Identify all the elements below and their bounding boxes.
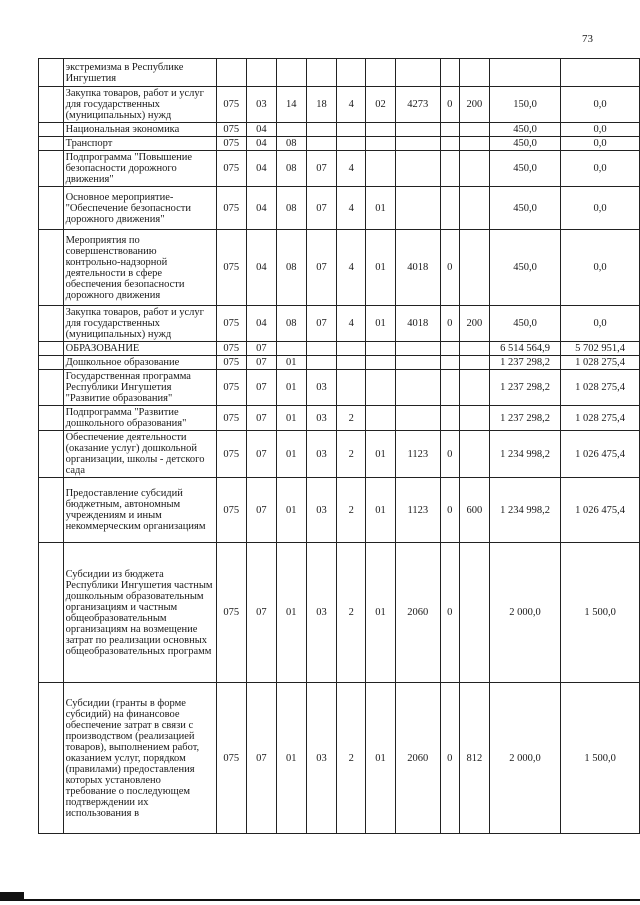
row-name-cell: Основное мероприятие- "Обеспечение безопасности дорожного движения" — [63, 187, 216, 230]
row-program-code-cell: 03 — [306, 478, 337, 543]
row-amount-1-cell: 1 234 998,2 — [489, 431, 560, 478]
row-subsection-code-cell: 08 — [276, 230, 306, 306]
row-name-cell: экстремизма в Республике Ингушетия — [63, 59, 216, 87]
row-section-code-cell: 04 — [246, 137, 276, 151]
row-direction-digit-cell: 0 — [440, 478, 459, 543]
row-amount-1-cell: 450,0 — [489, 306, 560, 342]
row-amount-1-cell: 1 234 998,2 — [489, 478, 560, 543]
row-amount-1-cell: 1 237 298,2 — [489, 356, 560, 370]
row-amount-2-cell: 1 500,0 — [561, 543, 640, 683]
row-direction-digit-cell — [440, 342, 459, 356]
row-amount-2-cell: 0,0 — [561, 187, 640, 230]
row-event-code-cell — [366, 59, 396, 87]
row-direction-digit-cell: 0 — [440, 683, 459, 834]
row-section-code-cell: 04 — [246, 123, 276, 137]
row-event-code-cell — [366, 137, 396, 151]
row-subsection-code-cell: 01 — [276, 478, 306, 543]
row-subprogram-code-cell: 4 — [337, 187, 366, 230]
row-subprogram-code-cell: 2 — [337, 406, 366, 431]
budget-table — [38, 58, 640, 834]
row-direction-code-cell — [395, 137, 440, 151]
row-event-code-cell — [366, 356, 396, 370]
row-name-cell: Подпрограмма "Развитие дошкольного образования" — [63, 406, 216, 431]
row-expense-type-cell — [459, 370, 489, 406]
row-section-code-cell: 07 — [246, 356, 276, 370]
row-event-code-cell — [366, 406, 396, 431]
row-program-code-cell: 03 — [306, 370, 337, 406]
row-subsection-code-cell: 01 — [276, 683, 306, 834]
row-direction-digit-cell: 0 — [440, 87, 459, 123]
row-name-cell: ОБРАЗОВАНИЕ — [63, 342, 216, 356]
row-number-cell — [39, 230, 64, 306]
row-direction-digit-cell — [440, 187, 459, 230]
row-expense-type-cell — [459, 406, 489, 431]
row-expense-type-cell — [459, 187, 489, 230]
row-direction-code-cell: 1123 — [395, 431, 440, 478]
row-amount-1-cell: 450,0 — [489, 137, 560, 151]
table-row — [39, 230, 640, 306]
row-ved-code-cell: 075 — [216, 151, 246, 187]
row-program-code-cell: 03 — [306, 683, 337, 834]
row-direction-digit-cell — [440, 151, 459, 187]
table-row — [39, 406, 640, 431]
row-direction-code-cell: 1123 — [395, 478, 440, 543]
row-expense-type-cell — [459, 230, 489, 306]
row-amount-2-cell: 0,0 — [561, 151, 640, 187]
table-row — [39, 370, 640, 406]
row-ved-code-cell: 075 — [216, 187, 246, 230]
row-program-code-cell: 03 — [306, 543, 337, 683]
row-direction-digit-cell — [440, 406, 459, 431]
table-row — [39, 123, 640, 137]
row-ved-code-cell: 075 — [216, 478, 246, 543]
row-program-code-cell — [306, 137, 337, 151]
row-name-cell: Государственная программа Республики Ингушетия "Развитие образования" — [63, 370, 216, 406]
row-amount-2-cell: 1 028 275,4 — [561, 406, 640, 431]
row-amount-1-cell: 150,0 — [489, 87, 560, 123]
row-section-code-cell: 07 — [246, 370, 276, 406]
row-direction-digit-cell: 0 — [440, 306, 459, 342]
row-program-code-cell: 18 — [306, 87, 337, 123]
row-direction-code-cell: 4273 — [395, 87, 440, 123]
row-ved-code-cell: 075 — [216, 137, 246, 151]
row-section-code-cell: 04 — [246, 230, 276, 306]
row-amount-2-cell: 1 026 475,4 — [561, 431, 640, 478]
row-amount-1-cell: 450,0 — [489, 151, 560, 187]
table-row — [39, 683, 640, 834]
row-direction-digit-cell: 0 — [440, 230, 459, 306]
row-direction-code-cell: 2060 — [395, 543, 440, 683]
row-ved-code-cell: 075 — [216, 543, 246, 683]
row-number-cell — [39, 683, 64, 834]
row-direction-code-cell: 4018 — [395, 230, 440, 306]
row-event-code-cell: 01 — [366, 478, 396, 543]
table-row — [39, 356, 640, 370]
row-amount-1-cell: 2 000,0 — [489, 683, 560, 834]
row-amount-1-cell: 450,0 — [489, 123, 560, 137]
row-direction-digit-cell: 0 — [440, 431, 459, 478]
row-expense-type-cell — [459, 123, 489, 137]
row-expense-type-cell — [459, 356, 489, 370]
row-number-cell — [39, 431, 64, 478]
row-ved-code-cell: 075 — [216, 370, 246, 406]
row-event-code-cell: 01 — [366, 230, 396, 306]
row-subsection-code-cell — [276, 342, 306, 356]
row-ved-code-cell: 075 — [216, 356, 246, 370]
row-direction-digit-cell — [440, 123, 459, 137]
row-subsection-code-cell: 08 — [276, 151, 306, 187]
row-subprogram-code-cell — [337, 59, 366, 87]
row-subsection-code-cell: 14 — [276, 87, 306, 123]
row-section-code-cell: 07 — [246, 342, 276, 356]
row-amount-2-cell: 1 028 275,4 — [561, 356, 640, 370]
row-program-code-cell: 07 — [306, 151, 337, 187]
row-direction-digit-cell — [440, 370, 459, 406]
row-amount-2-cell: 1 026 475,4 — [561, 478, 640, 543]
row-event-code-cell: 01 — [366, 431, 396, 478]
row-ved-code-cell: 075 — [216, 431, 246, 478]
row-amount-1-cell: 6 514 564,9 — [489, 342, 560, 356]
row-program-code-cell: 07 — [306, 230, 337, 306]
row-name-cell: Подпрограмма "Повышение безопасности дорожного движения" — [63, 151, 216, 187]
row-amount-2-cell: 5 702 951,4 — [561, 342, 640, 356]
row-subprogram-code-cell — [337, 356, 366, 370]
row-amount-2-cell: 1 500,0 — [561, 683, 640, 834]
row-expense-type-cell: 600 — [459, 478, 489, 543]
table-row — [39, 543, 640, 683]
row-number-cell — [39, 370, 64, 406]
row-amount-2-cell: 1 028 275,4 — [561, 370, 640, 406]
row-amount-2-cell: 0,0 — [561, 137, 640, 151]
row-subsection-code-cell: 01 — [276, 406, 306, 431]
row-direction-code-cell — [395, 406, 440, 431]
row-subprogram-code-cell: 4 — [337, 230, 366, 306]
row-subprogram-code-cell: 2 — [337, 543, 366, 683]
row-program-code-cell: 07 — [306, 306, 337, 342]
row-section-code-cell: 04 — [246, 187, 276, 230]
row-subsection-code-cell: 08 — [276, 306, 306, 342]
table-row — [39, 478, 640, 543]
row-number-cell — [39, 123, 64, 137]
row-name-cell: Дошкольное образование — [63, 356, 216, 370]
table-row — [39, 431, 640, 478]
row-direction-code-cell — [395, 59, 440, 87]
row-event-code-cell: 01 — [366, 187, 396, 230]
row-amount-2-cell: 0,0 — [561, 87, 640, 123]
page-bottom-edge — [0, 899, 640, 901]
row-event-code-cell — [366, 342, 396, 356]
row-subprogram-code-cell: 2 — [337, 478, 366, 543]
row-subsection-code-cell: 08 — [276, 187, 306, 230]
row-ved-code-cell — [216, 59, 246, 87]
row-number-cell — [39, 478, 64, 543]
row-program-code-cell: 07 — [306, 187, 337, 230]
row-direction-code-cell: 4018 — [395, 306, 440, 342]
row-number-cell — [39, 342, 64, 356]
row-section-code-cell: 07 — [246, 431, 276, 478]
row-event-code-cell: 01 — [366, 683, 396, 834]
row-subprogram-code-cell — [337, 370, 366, 406]
row-subprogram-code-cell: 2 — [337, 431, 366, 478]
row-expense-type-cell — [459, 342, 489, 356]
row-number-cell — [39, 543, 64, 683]
row-number-cell — [39, 406, 64, 431]
row-section-code-cell: 07 — [246, 683, 276, 834]
row-amount-1-cell: 1 237 298,2 — [489, 370, 560, 406]
row-amount-1-cell: 2 000,0 — [489, 543, 560, 683]
row-amount-1-cell: 450,0 — [489, 187, 560, 230]
row-expense-type-cell — [459, 59, 489, 87]
row-expense-type-cell: 200 — [459, 306, 489, 342]
row-amount-1-cell: 450,0 — [489, 230, 560, 306]
row-subprogram-code-cell: 4 — [337, 306, 366, 342]
row-name-cell: Закупка товаров, работ и услуг для государственных (муниципальных) нужд — [63, 306, 216, 342]
row-section-code-cell — [246, 59, 276, 87]
row-subprogram-code-cell: 4 — [337, 87, 366, 123]
row-amount-2-cell: 0,0 — [561, 230, 640, 306]
row-program-code-cell — [306, 59, 337, 87]
table-row — [39, 59, 640, 87]
row-number-cell — [39, 137, 64, 151]
row-number-cell — [39, 306, 64, 342]
row-ved-code-cell: 075 — [216, 123, 246, 137]
row-ved-code-cell: 075 — [216, 230, 246, 306]
row-amount-1-cell: 1 237 298,2 — [489, 406, 560, 431]
row-section-code-cell: 04 — [246, 306, 276, 342]
row-direction-digit-cell — [440, 59, 459, 87]
row-expense-type-cell — [459, 431, 489, 478]
row-subsection-code-cell — [276, 123, 306, 137]
row-program-code-cell — [306, 123, 337, 137]
row-section-code-cell: 03 — [246, 87, 276, 123]
row-expense-type-cell: 812 — [459, 683, 489, 834]
row-event-code-cell: 01 — [366, 306, 396, 342]
row-section-code-cell: 07 — [246, 543, 276, 683]
row-number-cell — [39, 356, 64, 370]
row-expense-type-cell: 200 — [459, 87, 489, 123]
row-subsection-code-cell: 01 — [276, 431, 306, 478]
row-amount-1-cell — [489, 59, 560, 87]
row-ved-code-cell: 075 — [216, 406, 246, 431]
row-subprogram-code-cell: 4 — [337, 151, 366, 187]
row-section-code-cell: 07 — [246, 406, 276, 431]
row-subprogram-code-cell — [337, 342, 366, 356]
row-subprogram-code-cell: 2 — [337, 683, 366, 834]
row-ved-code-cell: 075 — [216, 683, 246, 834]
row-number-cell — [39, 187, 64, 230]
row-amount-2-cell — [561, 59, 640, 87]
row-direction-digit-cell — [440, 137, 459, 151]
row-number-cell — [39, 87, 64, 123]
table-row — [39, 187, 640, 230]
row-direction-code-cell — [395, 356, 440, 370]
row-number-cell — [39, 59, 64, 87]
row-number-cell — [39, 151, 64, 187]
row-subsection-code-cell: 01 — [276, 356, 306, 370]
row-direction-digit-cell: 0 — [440, 543, 459, 683]
row-event-code-cell: 01 — [366, 543, 396, 683]
row-direction-code-cell — [395, 187, 440, 230]
row-direction-code-cell — [395, 151, 440, 187]
row-event-code-cell — [366, 370, 396, 406]
row-program-code-cell: 03 — [306, 431, 337, 478]
table-row — [39, 151, 640, 187]
row-ved-code-cell: 075 — [216, 342, 246, 356]
row-name-cell: Транспорт — [63, 137, 216, 151]
row-name-cell: Предоставление субсидий бюджетным, автономным учреждениям и иным некоммерческим организациям — [63, 478, 216, 543]
budget-table-body — [39, 59, 640, 834]
row-subprogram-code-cell — [337, 137, 366, 151]
row-ved-code-cell: 075 — [216, 306, 246, 342]
row-subsection-code-cell: 01 — [276, 370, 306, 406]
row-ved-code-cell: 075 — [216, 87, 246, 123]
row-section-code-cell: 04 — [246, 151, 276, 187]
row-direction-code-cell — [395, 342, 440, 356]
table-row — [39, 306, 640, 342]
row-name-cell: Мероприятия по совершенствованию контрольно-надзорной деятельности в сфере обеспечения безопасности дорожного движения — [63, 230, 216, 306]
row-direction-digit-cell — [440, 356, 459, 370]
row-name-cell: Закупка товаров, работ и услуг для государственных (муниципальных) нужд — [63, 87, 216, 123]
scan-mark — [0, 892, 24, 901]
row-name-cell: Национальная экономика — [63, 123, 216, 137]
row-name-cell: Обеспечение деятельности (оказание услуг) дошкольной организации, школы - детского сада — [63, 431, 216, 478]
row-name-cell: Субсидии из бюджета Республики Ингушетия частным дошкольным образовательным организациям и частным общеобразовательным организациям на возмещение затрат по реализации основных общеобразовательных программ — [63, 543, 216, 683]
row-expense-type-cell — [459, 543, 489, 683]
row-direction-code-cell: 2060 — [395, 683, 440, 834]
row-subsection-code-cell — [276, 59, 306, 87]
row-program-code-cell — [306, 342, 337, 356]
row-event-code-cell — [366, 151, 396, 187]
row-expense-type-cell — [459, 151, 489, 187]
table-row — [39, 342, 640, 356]
row-subprogram-code-cell — [337, 123, 366, 137]
row-event-code-cell — [366, 123, 396, 137]
row-event-code-cell: 02 — [366, 87, 396, 123]
row-name-cell: Субсидии (гранты в форме субсидий) на финансовое обеспечение затрат в связи с производством (реализацией товаров), выполнением работ, оказанием услуг, порядком (правилами) предоставления которых установлено требование о последующем подтверждении их использования в — [63, 683, 216, 834]
row-amount-2-cell: 0,0 — [561, 306, 640, 342]
table-row — [39, 87, 640, 123]
row-amount-2-cell: 0,0 — [561, 123, 640, 137]
row-subsection-code-cell: 01 — [276, 543, 306, 683]
row-expense-type-cell — [459, 137, 489, 151]
row-program-code-cell: 03 — [306, 406, 337, 431]
row-program-code-cell — [306, 356, 337, 370]
row-direction-code-cell — [395, 370, 440, 406]
table-row — [39, 137, 640, 151]
row-section-code-cell: 07 — [246, 478, 276, 543]
row-direction-code-cell — [395, 123, 440, 137]
page-number: 73 — [582, 33, 593, 45]
row-subsection-code-cell: 08 — [276, 137, 306, 151]
